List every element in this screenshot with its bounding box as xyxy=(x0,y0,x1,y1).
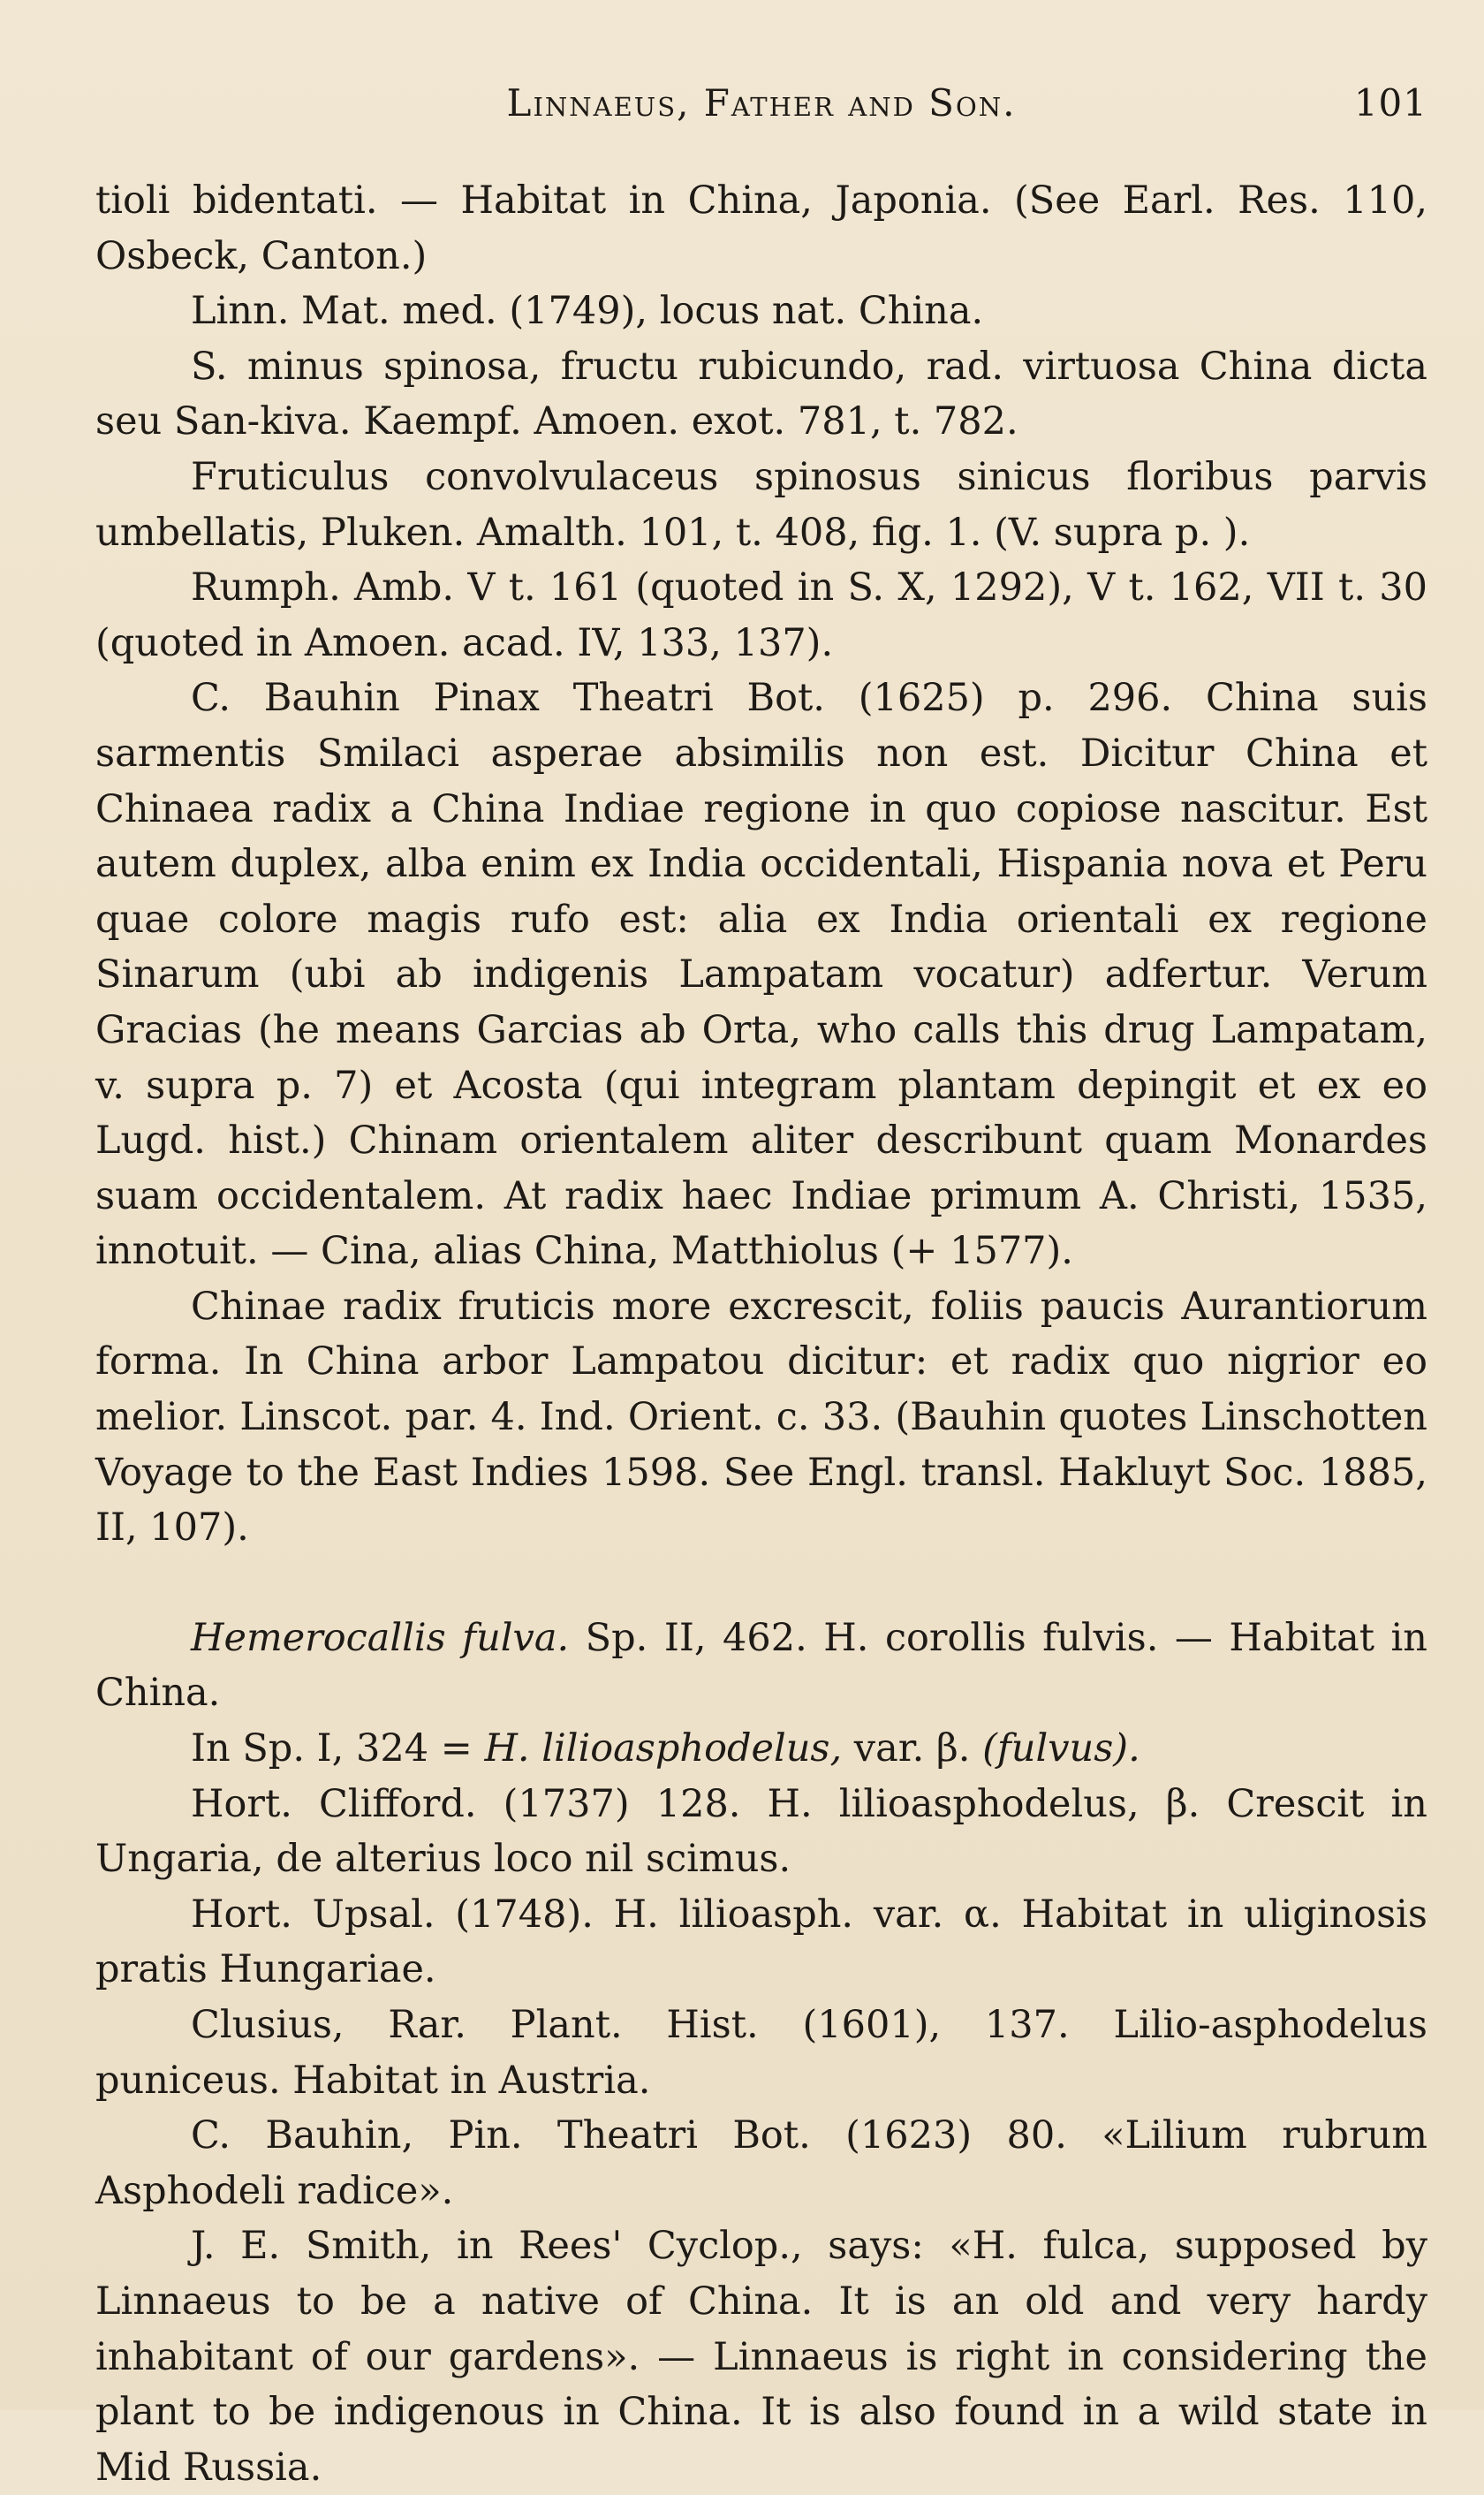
running-head: Linnaeus, Father and Son. xyxy=(506,81,1017,125)
paragraph: Linn. Mat. med. (1749), locus nat. China. xyxy=(191,289,984,334)
paragraph: Rumph. Amb. V t. 161 (quoted in S. X, 1292), V t. 162, VII t. 30 (quoted in Amoen. acad. IV, 133, 137). xyxy=(95,565,1427,665)
paragraph: Fruticulus convolvulaceus spinosus sinicus floribus parvis umbellatis, Pluken. Amalth. 101, t. 408, fig. 1. (V. supra p. ). xyxy=(95,454,1427,555)
paragraph: Hort. Upsal. (1748). H. lilioasph. var. α. Habitat in uliginosis pratis Hungariae. xyxy=(95,1892,1427,1992)
synonym-variety-name: (fulvus). xyxy=(982,1726,1140,1771)
page-header xyxy=(95,81,1427,134)
paragraph: C. Bauhin Pinax Theatri Bot. (1625) p. 296. China suis sarmentis Smilaci asperae absimilis non est. Dicitur China et Chinaea radix a China Indiae regione in quo copiose nascitur. Est autem duplex, alba enim ex India occidentali, Hispania nova et Peru quae colore magis rufo est: alia ex India orientali ex regione Sinarum (ubi ab indigenis Lampatam vocatur) adfertur. Verum Gracias (he means Garcias ab Orta, who calls this drug Lampatam, v. supra p. 7) et Acosta (qui integram plantam depingit et ex eo Lugd. hist.) Chinam orientalem aliter describunt quam Monardes suam occidentalem. At radix haec Indiae primum A. Christi, 1535, innotuit. — Cina, alias China, Matthiolus (+ 1577). xyxy=(95,676,1427,1274)
synonym-prefix: In Sp. I, 324 = xyxy=(191,1726,485,1771)
section-gap xyxy=(95,1556,1427,1611)
paragraph: Clusius, Rar. Plant. Hist. (1601), 137. Lilio-asphodelus puniceus. Habitat in Austria. xyxy=(95,2003,1427,2103)
synonym-paragraph xyxy=(95,1721,1427,1777)
entry-heading-paragraph xyxy=(95,1611,1427,1721)
species-name: Hemerocallis fulva. xyxy=(191,1615,570,1660)
entry-lead-text: Sp. II, 462. H. corollis fulvis. — Habitat in China. xyxy=(95,1615,1428,1716)
paragraph: S. minus spinosa, fructu rubicundo, rad. virtuosa China dicta seu San-kiva. Kaempf. Amoen. exot. 781, t. 782. xyxy=(95,344,1427,444)
paragraph: Hort. Clifford. (1737) 128. H. lilioasphodelus, β. Crescit in Ungaria, de alterius loco nil scimus. xyxy=(95,1781,1427,1882)
page-body xyxy=(95,173,1427,2495)
paragraph: tioli bidentati. — Habitat in China, Japonia. (See Earl. Res. 110, Osbeck, Canton.) xyxy=(95,178,1427,278)
page-number: 101 xyxy=(1353,81,1427,125)
paragraph: Chinae radix fruticis more excrescit, foliis paucis Aurantiorum forma. In China arbor Lampatou dicitur: et radix quo nigrior eo melior. Linscot. par. 4. Ind. Orient. c. 33. (Bauhin quotes Linschotten Voyage to the East Indies 1598. See Engl. transl. Hakluyt Soc. 1885, II, 107). xyxy=(95,1284,1427,1551)
paragraph: J. E. Smith, in Rees' Cyclop., says: «H. fulca, supposed by Linnaeus to be a native of China. It is an old and very hardy inhabitant of our gardens». — Linnaeus is right in considering the plant to be indigenous in China. It is also found in a wild state in Mid Russia. xyxy=(95,2224,1427,2490)
synonym-name: H. lilioasphodelus, xyxy=(484,1726,843,1771)
synonym-variety: var. β. xyxy=(842,1726,983,1771)
paragraph: C. Bauhin, Pin. Theatri Bot. (1623) 80. «Lilium rubrum Asphodeli radice». xyxy=(95,2113,1427,2213)
